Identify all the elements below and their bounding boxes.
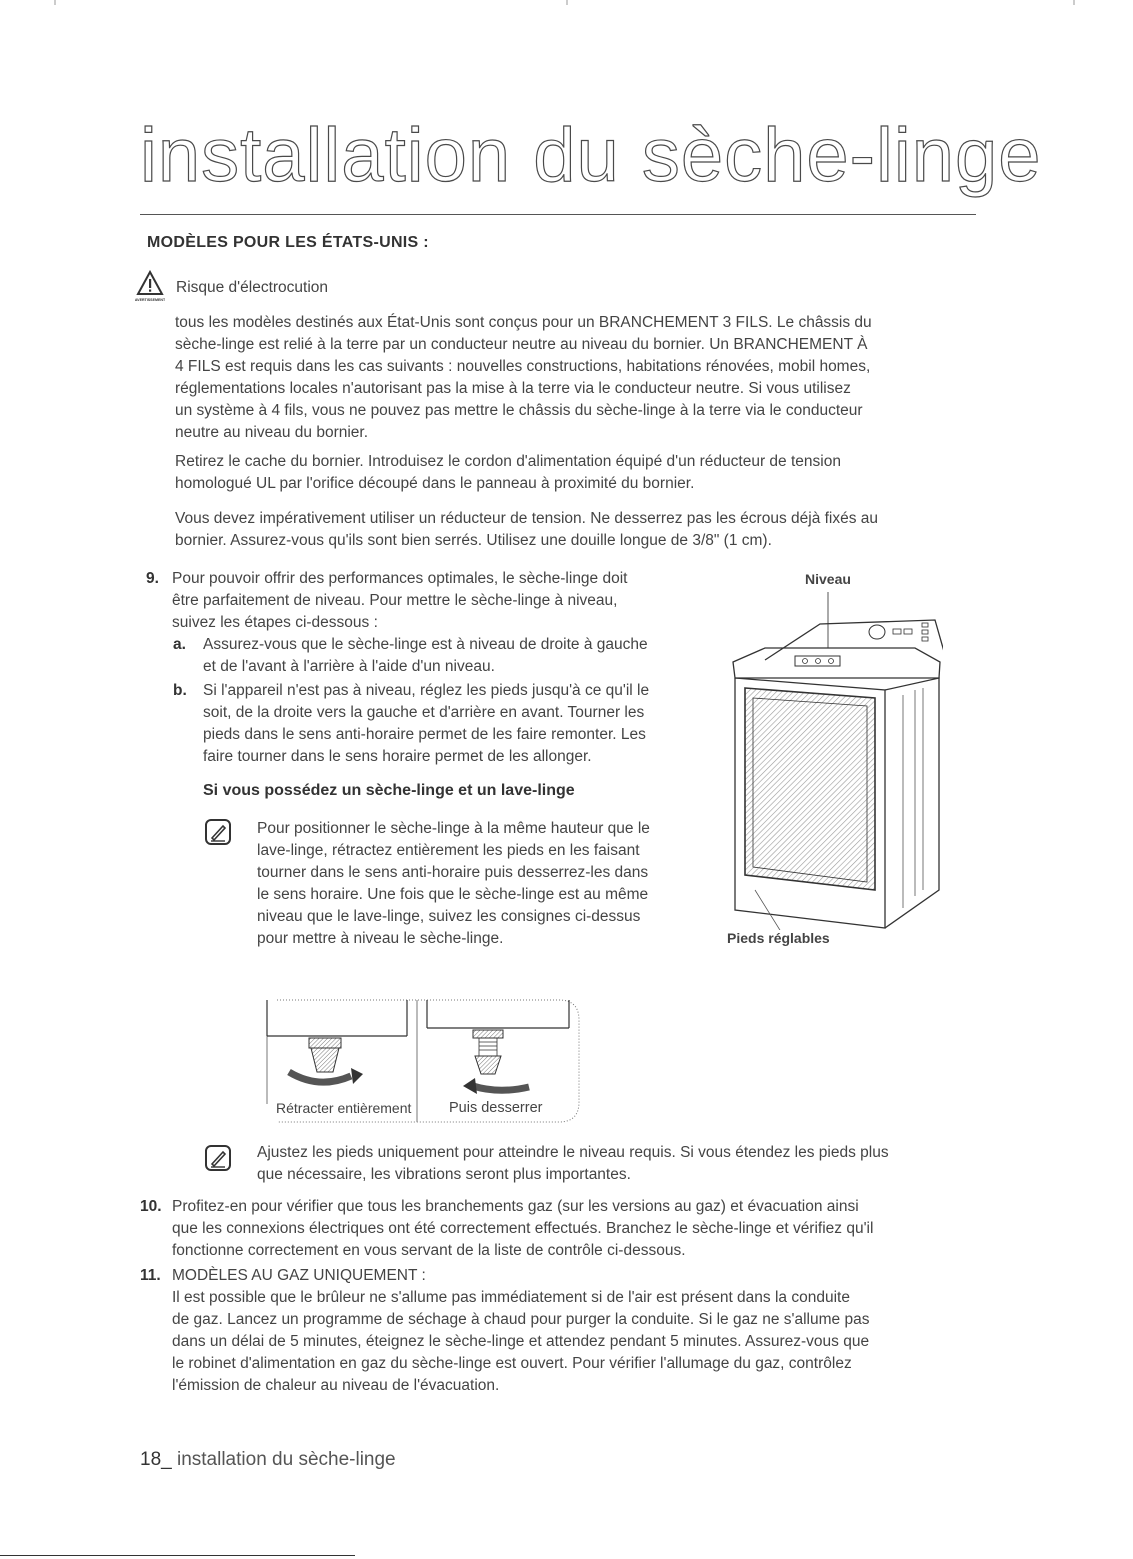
feet-caption-left: Rétracter entièrement: [276, 1100, 412, 1116]
text-line: Retirez le cache du bornier. Introduisez le cordon d'alimentation équipé d'un réducteur de tension: [175, 453, 841, 470]
step-9-number: 9.: [146, 570, 159, 587]
title-rule: [140, 214, 976, 215]
text-line: tous les modèles destinés aux État-Unis sont conçus pour un BRANCHEMENT 3 FILS. Le châssis du: [175, 314, 872, 331]
text-line: réglementations locales n'autorisant pas la mise à la terre via le conducteur neutre. Si vous utilisez: [175, 380, 851, 397]
figure-label-pieds: Pieds réglables: [727, 930, 830, 946]
note-pencil-icon: [204, 818, 232, 846]
text-line: suivez les étapes ci-dessous :: [172, 614, 378, 631]
text-line: être parfaitement de niveau. Pour mettre le sèche-linge à niveau,: [172, 592, 618, 609]
text-line: que nécessaire, les vibrations seront plus importantes.: [257, 1166, 631, 1183]
text-line: dans un délai de 5 minutes, éteignez le sèche-linge et attendez pendant 5 minutes. Assurez-vous que: [172, 1333, 870, 1350]
text-line: Assurez-vous que le sèche-linge est à niveau de droite à gauche: [203, 636, 648, 653]
step-11-text: [172, 1265, 972, 1397]
page-number: 18_: [140, 1449, 172, 1470]
page-footer: [140, 1449, 396, 1471]
section-heading: MODÈLES POUR LES ÉTATS-UNIS :: [147, 234, 429, 251]
text-line: de gaz. Lancez un programme de séchage à chaud pour purger la conduite. Si le gaz ne s'allume pas: [172, 1311, 870, 1328]
text-line: pieds dans le sens anti-horaire permet de les faire remonter. Les: [203, 726, 646, 743]
note-washer-text: [257, 818, 717, 950]
text-line: tourner dans le sens anti-horaire puis desserrez-les dans: [257, 864, 649, 881]
step-9-text: [172, 568, 732, 634]
warning-paragraph-2: [175, 451, 975, 495]
text-line: homologué UL par l'orifice découpé dans le panneau à proximité du bornier.: [175, 475, 695, 492]
note-feet-text: [257, 1142, 977, 1186]
step-10-number: 10.: [140, 1198, 162, 1215]
warning-badge-text: AVERTISSEMENT: [135, 298, 165, 302]
text-line: le robinet d'alimentation en gaz du sèche-linge est ouvert. Pour vérifier l'allumage du gaz, contrôlez: [172, 1355, 852, 1372]
text-line: Profitez-en pour vérifier que tous les branchements gaz (sur les versions au gaz) et évacuation ainsi: [172, 1198, 859, 1215]
text-line: fonctionne correctement en vous servant de la liste de contrôle ci-dessous.: [172, 1242, 686, 1259]
text-line: l'émission de chaleur au niveau de l'évacuation.: [172, 1377, 500, 1394]
step-11-number: 11.: [140, 1267, 161, 1284]
step-9b-text: [203, 680, 723, 768]
text-line: 4 FILS est requis dans les cas suivants : nouvelles constructions, habitations rénovées, mobil homes,: [175, 358, 871, 375]
crop-marks: [0, 0, 1133, 6]
text-line: neutre au niveau du bornier.: [175, 424, 369, 441]
step-9a-text: [203, 634, 723, 678]
feet-caption-right: Puis desserrer: [449, 1100, 543, 1116]
text-line: lave-linge, rétractez entièrement les pieds en les faisant: [257, 842, 640, 859]
text-line: Pour positionner le sèche-linge à la même hauteur que le: [257, 820, 650, 837]
text-line: le sens horaire. Une fois que le sèche-linge est au même: [257, 886, 649, 903]
text-line: Vous devez impérativement utiliser un réducteur de tension. Ne desserrez pas les écrous déjà fixés au: [175, 510, 879, 527]
text-line: Il est possible que le brûleur ne s'allume pas immédiatement si de l'air est présent dans la conduite: [172, 1289, 850, 1306]
step-10-text: [172, 1196, 972, 1262]
text-line: Ajustez les pieds uniquement pour atteindre le niveau requis. Si vous étendez les pieds plus: [257, 1144, 889, 1161]
warning-paragraph-3: [175, 508, 975, 552]
text-line: soit, de la droite vers la gauche et d'arrière en avant. Tourner les: [203, 704, 645, 721]
text-line: pour mettre à niveau le sèche-linge.: [257, 930, 504, 947]
note-pencil-icon: [204, 1144, 232, 1172]
step-9a-letter: a.: [173, 636, 186, 653]
text-line: Si l'appareil n'est pas à niveau, réglez les pieds jusqu'à ce qu'il le: [203, 682, 650, 699]
dryer-illustration: [725, 590, 943, 930]
text-line: et de l'avant à l'arrière à l'aide d'un niveau.: [203, 658, 495, 675]
page-title: installation du sèche-linge: [140, 113, 1042, 198]
text-line: niveau que le lave-linge, suivez les consignes ci-dessus: [257, 908, 641, 925]
figure-label-niveau: Niveau: [805, 571, 851, 587]
step-9b-letter: b.: [173, 682, 187, 699]
footer-text: installation du sèche-linge: [171, 1449, 396, 1470]
warning-paragraph-1: [175, 312, 975, 444]
text-line: bornier. Assurez-vous qu'ils sont bien serrés. Utilisez une douille longue de 3/8" (1 cm).: [175, 532, 772, 549]
text-line: un système à 4 fils, vous ne pouvez pas mettre le châssis du sèche-linge à la terre via le conducteur: [175, 402, 863, 419]
bottom-rule: [0, 1555, 355, 1556]
text-line: que les connexions électriques ont été correctement effectués. Branchez le sèche-linge et vérifiez qu'il: [172, 1220, 874, 1237]
step-11-heading: MODÈLES AU GAZ UNIQUEMENT :: [172, 1267, 426, 1284]
washer-heading: Si vous possédez un sèche-linge et un lave-linge: [203, 782, 575, 799]
warning-triangle-icon: [135, 270, 165, 304]
warning-label: Risque d'électrocution: [176, 279, 329, 296]
text-line: Pour pouvoir offrir des performances optimales, le sèche-linge doit: [172, 570, 628, 587]
text-line: faire tourner dans le sens horaire permet de les allonger.: [203, 748, 592, 765]
text-line: sèche-linge est relié à la terre par un conducteur neutre au niveau du bornier. Un BRANCHEMENT À: [175, 336, 868, 353]
